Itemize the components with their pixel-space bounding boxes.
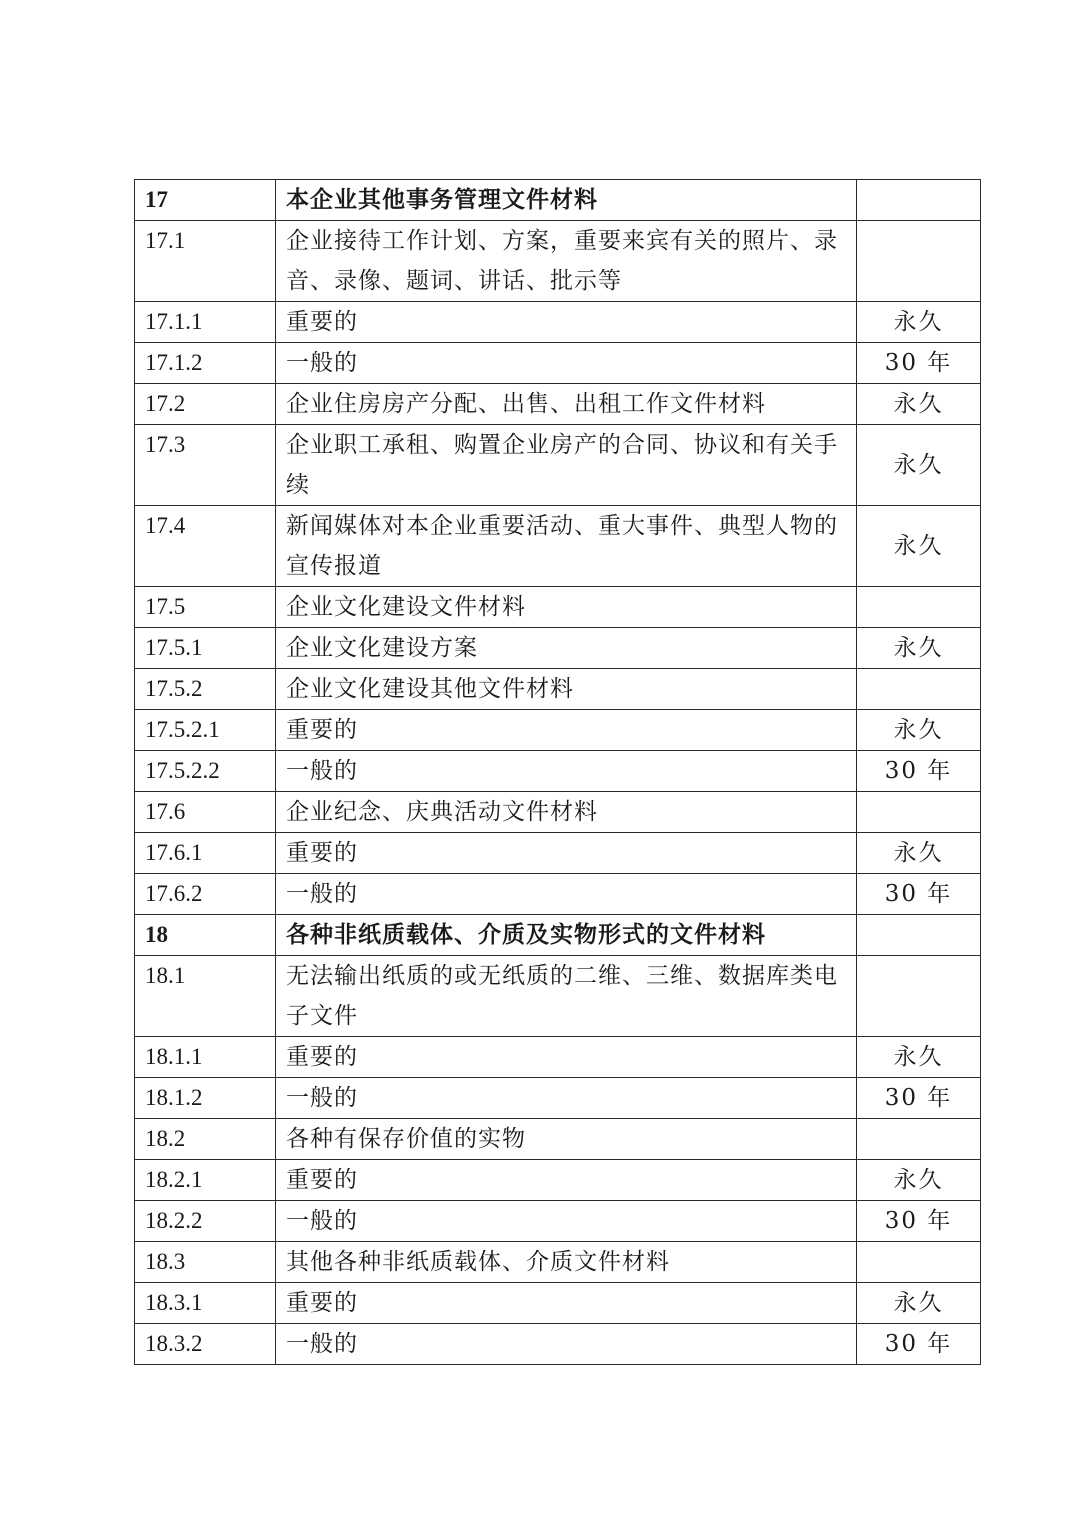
table-row [135,710,981,751]
item-title-cell: 本企业其他事务管理文件材料 [276,180,857,221]
table-row [135,628,981,669]
retention-period-cell: 永久 [857,1283,981,1324]
item-title-cell: 企业接待工作计划、方案，重要来宾有关的照片、录音、录像、题词、讲话、批示等 [276,221,857,302]
retention-period-cell: 30 年 [857,874,981,915]
retention-period-cell: 30 年 [857,1201,981,1242]
item-title-cell: 无法输出纸质的或无纸质的二维、三维、数据库类电子文件 [276,956,857,1037]
item-code-cell: 17.5.2 [135,669,276,710]
retention-period-cell: 30 年 [857,1078,981,1119]
item-title-cell: 企业职工承租、购置企业房产的合同、协议和有关手续 [276,425,857,506]
item-title-cell: 一般的 [276,1201,857,1242]
retention-period-cell [857,792,981,833]
table-row [135,425,981,506]
table-row [135,221,981,302]
item-code-cell: 18.3.2 [135,1324,276,1365]
item-code-cell: 17.1 [135,221,276,302]
retention-period-cell: 30 年 [857,1324,981,1365]
retention-period-cell [857,669,981,710]
retention-period-cell [857,587,981,628]
table-row [135,669,981,710]
table-row [135,587,981,628]
retention-period-cell: 永久 [857,425,981,506]
item-title-cell: 各种非纸质载体、介质及实物形式的文件材料 [276,915,857,956]
item-code-cell: 18.1 [135,956,276,1037]
retention-period-cell: 永久 [857,833,981,874]
table-row [135,1160,981,1201]
item-title-cell: 各种有保存价值的实物 [276,1119,857,1160]
item-title-cell: 一般的 [276,751,857,792]
table-row [135,915,981,956]
item-code-cell: 17.5.2.1 [135,710,276,751]
retention-period-cell: 永久 [857,506,981,587]
table-row [135,833,981,874]
item-title-cell: 重要的 [276,302,857,343]
table-row [135,1324,981,1365]
table-row [135,1201,981,1242]
item-code-cell: 17 [135,180,276,221]
item-code-cell: 18.3 [135,1242,276,1283]
item-code-cell: 17.5.1 [135,628,276,669]
table-row [135,506,981,587]
item-code-cell: 17.6.2 [135,874,276,915]
table-row [135,1119,981,1160]
item-code-cell: 17.1.2 [135,343,276,384]
table-row [135,1078,981,1119]
item-title-cell: 企业纪念、庆典活动文件材料 [276,792,857,833]
item-title-cell: 企业文化建设其他文件材料 [276,669,857,710]
retention-period-cell: 永久 [857,1037,981,1078]
retention-period-cell: 永久 [857,302,981,343]
table-row [135,302,981,343]
retention-period-cell [857,221,981,302]
item-code-cell: 18.2.2 [135,1201,276,1242]
retention-period-cell: 30 年 [857,343,981,384]
item-code-cell: 18.1.2 [135,1078,276,1119]
item-title-cell: 新闻媒体对本企业重要活动、重大事件、典型人物的宣传报道 [276,506,857,587]
item-code-cell: 17.5.2.2 [135,751,276,792]
table-row [135,874,981,915]
item-code-cell: 17.5 [135,587,276,628]
item-title-cell: 一般的 [276,1324,857,1365]
item-title-cell: 一般的 [276,874,857,915]
item-title-cell: 重要的 [276,1037,857,1078]
item-title-cell: 一般的 [276,1078,857,1119]
item-code-cell: 18.1.1 [135,1037,276,1078]
table-row [135,180,981,221]
table-row [135,792,981,833]
item-code-cell: 18.3.1 [135,1283,276,1324]
retention-period-cell [857,1119,981,1160]
table-body [135,180,981,1365]
retention-period-cell [857,1242,981,1283]
table-row [135,1242,981,1283]
retention-period-cell: 永久 [857,710,981,751]
table-row [135,956,981,1037]
retention-period-cell [857,180,981,221]
table-row [135,751,981,792]
item-title-cell: 重要的 [276,1283,857,1324]
item-code-cell: 18.2.1 [135,1160,276,1201]
item-code-cell: 18.2 [135,1119,276,1160]
item-title-cell: 其他各种非纸质载体、介质文件材料 [276,1242,857,1283]
item-code-cell: 17.3 [135,425,276,506]
item-title-cell: 重要的 [276,710,857,751]
item-title-cell: 企业文化建设文件材料 [276,587,857,628]
retention-period-cell: 永久 [857,628,981,669]
item-title-cell: 一般的 [276,343,857,384]
item-title-cell: 企业住房房产分配、出售、出租工作文件材料 [276,384,857,425]
item-code-cell: 17.6 [135,792,276,833]
item-code-cell: 18 [135,915,276,956]
item-code-cell: 17.1.1 [135,302,276,343]
retention-period-cell: 永久 [857,1160,981,1201]
item-title-cell: 重要的 [276,1160,857,1201]
item-code-cell: 17.4 [135,506,276,587]
item-title-cell: 企业文化建设方案 [276,628,857,669]
table-row [135,1037,981,1078]
retention-period-cell: 30 年 [857,751,981,792]
retention-schedule-table [134,179,981,1365]
retention-period-cell: 永久 [857,384,981,425]
table-row [135,384,981,425]
retention-period-cell [857,915,981,956]
retention-period-cell [857,956,981,1037]
table-row [135,1283,981,1324]
item-code-cell: 17.6.1 [135,833,276,874]
item-title-cell: 重要的 [276,833,857,874]
table-row [135,343,981,384]
item-code-cell: 17.2 [135,384,276,425]
